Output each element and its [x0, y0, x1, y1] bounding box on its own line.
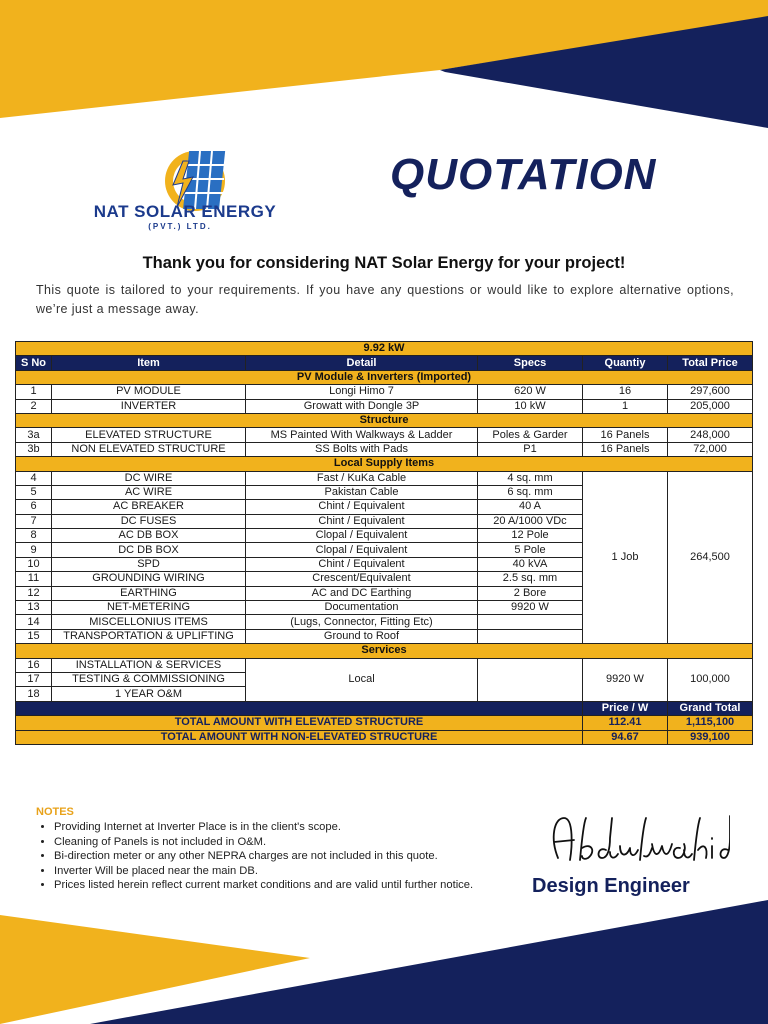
sno-cell: 3a	[16, 428, 52, 442]
price-cell: 205,000	[668, 399, 753, 413]
table-row	[16, 658, 753, 672]
specs-cell: Poles & Garder	[478, 428, 583, 442]
section-structure: Structure	[16, 413, 753, 427]
note-item: • Inverter Will be placed near the main DB.	[54, 864, 524, 879]
local-price-cell: 264,500	[668, 471, 753, 644]
detail-cell: MS Painted With Walkways & Ladder	[246, 428, 478, 442]
services-detail-cell: Local	[246, 658, 478, 701]
item-cell: GROUNDING WIRING	[52, 572, 246, 586]
sno-cell: 13	[16, 601, 52, 615]
specs-cell: 10 kW	[478, 399, 583, 413]
notes-list	[36, 820, 524, 893]
section-row	[16, 370, 753, 384]
specs-cell: 5 Pole	[478, 543, 583, 557]
note-item: • Providing Internet at Inverter Place is in the client's scope.	[54, 820, 524, 835]
table-row	[16, 471, 753, 485]
header-row	[16, 356, 753, 370]
section-pv: PV Module & Inverters (Imported)	[16, 370, 753, 384]
table-row	[16, 399, 753, 413]
capacity-row	[16, 342, 753, 356]
qty-cell: 16 Panels	[583, 428, 668, 442]
detail-cell: Chint / Equivalent	[246, 557, 478, 571]
sno-cell: 12	[16, 586, 52, 600]
sno-cell: 10	[16, 557, 52, 571]
item-cell: ELEVATED STRUCTURE	[52, 428, 246, 442]
detail-cell: Crescent/Equivalent	[246, 572, 478, 586]
detail-cell: Growatt with Dongle 3P	[246, 399, 478, 413]
price-per-watt-header: Price / W	[583, 701, 668, 715]
specs-cell: 40 kVA	[478, 557, 583, 571]
item-cell: DC DB BOX	[52, 543, 246, 557]
detail-cell: Chint / Equivalent	[246, 500, 478, 514]
sno-cell: 2	[16, 399, 52, 413]
table-row	[16, 442, 753, 456]
notes-heading: NOTES	[36, 806, 74, 818]
col-specs: Specs	[478, 356, 583, 370]
detail-cell: Longi Himo 7	[246, 385, 478, 399]
specs-cell: 2.5 sq. mm	[478, 572, 583, 586]
item-cell: NET-METERING	[52, 601, 246, 615]
handwritten-signature	[540, 808, 730, 870]
specs-cell: 20 A/1000 VDc	[478, 514, 583, 528]
note-item: • Bi-direction meter or any other NEPRA charges are not included in this quote.	[54, 849, 524, 864]
detail-cell: Pakistan Cable	[246, 485, 478, 499]
price-cell: 297,600	[668, 385, 753, 399]
detail-cell: AC and DC Earthing	[246, 586, 478, 600]
intro-paragraph: This quote is tailored to your requirements. If you have any questions or would like to explore alternative options, we’re just a message away.	[36, 283, 734, 316]
detail-cell: SS Bolts with Pads	[246, 442, 478, 456]
sno-cell: 14	[16, 615, 52, 629]
item-cell: DC WIRE	[52, 471, 246, 485]
specs-cell	[478, 615, 583, 629]
local-qty-cell: 1 Job	[583, 471, 668, 644]
specs-cell: 6 sq. mm	[478, 485, 583, 499]
price-cell: 72,000	[668, 442, 753, 456]
item-cell: TESTING & COMMISSIONING	[52, 672, 246, 686]
specs-cell: 9920 W	[478, 601, 583, 615]
summary-header-row	[16, 701, 753, 715]
total-price-per-watt: 112.41	[583, 716, 668, 730]
sno-cell: 11	[16, 572, 52, 586]
col-price: Total Price	[668, 356, 753, 370]
sno-cell: 9	[16, 543, 52, 557]
col-sno: S No	[16, 356, 52, 370]
sno-cell: 4	[16, 471, 52, 485]
item-cell: NON ELEVATED STRUCTURE	[52, 442, 246, 456]
detail-cell: (Lugs, Connector, Fitting Etc)	[246, 615, 478, 629]
total-grand: 1,115,100	[668, 716, 753, 730]
sno-cell: 6	[16, 500, 52, 514]
sno-cell: 8	[16, 529, 52, 543]
total-row	[16, 730, 753, 744]
total-price-per-watt: 94.67	[583, 730, 668, 744]
signatory-role: Design Engineer	[532, 875, 690, 897]
item-cell: AC DB BOX	[52, 529, 246, 543]
section-row	[16, 413, 753, 427]
services-price-cell: 100,000	[668, 658, 753, 701]
specs-cell: 620 W	[478, 385, 583, 399]
col-qty: Quantiy	[583, 356, 668, 370]
item-cell: MISCELLONIUS ITEMS	[52, 615, 246, 629]
company-name: NAT SOLAR ENERGY	[93, 202, 277, 221]
grand-total-header: Grand Total	[668, 701, 753, 715]
item-cell: AC BREAKER	[52, 500, 246, 514]
sno-cell: 16	[16, 658, 52, 672]
services-qty-cell: 9920 W	[583, 658, 668, 701]
total-grand: 939,100	[668, 730, 753, 744]
sno-cell: 5	[16, 485, 52, 499]
price-cell: 248,000	[668, 428, 753, 442]
summary-spacer	[16, 701, 583, 715]
thank-you-heading: Thank you for considering NAT Solar Energy for your project!	[142, 254, 626, 272]
item-cell: INVERTER	[52, 399, 246, 413]
item-cell: INSTALLATION & SERVICES	[52, 658, 246, 672]
capacity-cell: 9.92 kW	[16, 342, 753, 356]
total-row	[16, 716, 753, 730]
item-cell: AC WIRE	[52, 485, 246, 499]
specs-cell	[478, 629, 583, 643]
sno-cell: 17	[16, 672, 52, 686]
sno-cell: 3b	[16, 442, 52, 456]
section-row	[16, 644, 753, 658]
note-item: • Cleaning of Panels is not included in O&M.	[54, 835, 524, 850]
sno-cell: 18	[16, 687, 52, 701]
specs-cell: P1	[478, 442, 583, 456]
item-cell: TRANSPORTATION & UPLIFTING	[52, 629, 246, 643]
total-label: TOTAL AMOUNT WITH NON-ELEVATED STRUCTURE	[16, 730, 583, 744]
company-suffix: (PVT.) LTD.	[148, 222, 212, 231]
section-services: Services	[16, 644, 753, 658]
col-item: Item	[52, 356, 246, 370]
specs-cell: 40 A	[478, 500, 583, 514]
qty-cell: 16	[583, 385, 668, 399]
document-title: QUOTATION	[390, 150, 657, 199]
qty-cell: 16 Panels	[583, 442, 668, 456]
sno-cell: 15	[16, 629, 52, 643]
item-cell: PV MODULE	[52, 385, 246, 399]
item-cell: EARTHING	[52, 586, 246, 600]
sno-cell: 7	[16, 514, 52, 528]
specs-cell: 12 Pole	[478, 529, 583, 543]
item-cell: 1 YEAR O&M	[52, 687, 246, 701]
col-detail: Detail	[246, 356, 478, 370]
qty-cell: 1	[583, 399, 668, 413]
table-row	[16, 428, 753, 442]
detail-cell: Ground to Roof	[246, 629, 478, 643]
detail-cell: Fast / KuKa Cable	[246, 471, 478, 485]
section-row	[16, 457, 753, 471]
item-cell: SPD	[52, 557, 246, 571]
specs-cell: 2 Bore	[478, 586, 583, 600]
detail-cell: Chint / Equivalent	[246, 514, 478, 528]
item-cell: DC FUSES	[52, 514, 246, 528]
detail-cell: Clopal / Equivalent	[246, 529, 478, 543]
specs-cell: 4 sq. mm	[478, 471, 583, 485]
detail-cell: Clopal / Equivalent	[246, 543, 478, 557]
services-specs-cell	[478, 658, 583, 701]
quotation-table	[15, 341, 753, 745]
section-local: Local Supply Items	[16, 457, 753, 471]
note-item: • Prices listed herein reflect current market conditions and are valid until further notice.	[54, 878, 524, 893]
table-row	[16, 385, 753, 399]
total-label: TOTAL AMOUNT WITH ELEVATED STRUCTURE	[16, 716, 583, 730]
detail-cell: Documentation	[246, 601, 478, 615]
sno-cell: 1	[16, 385, 52, 399]
